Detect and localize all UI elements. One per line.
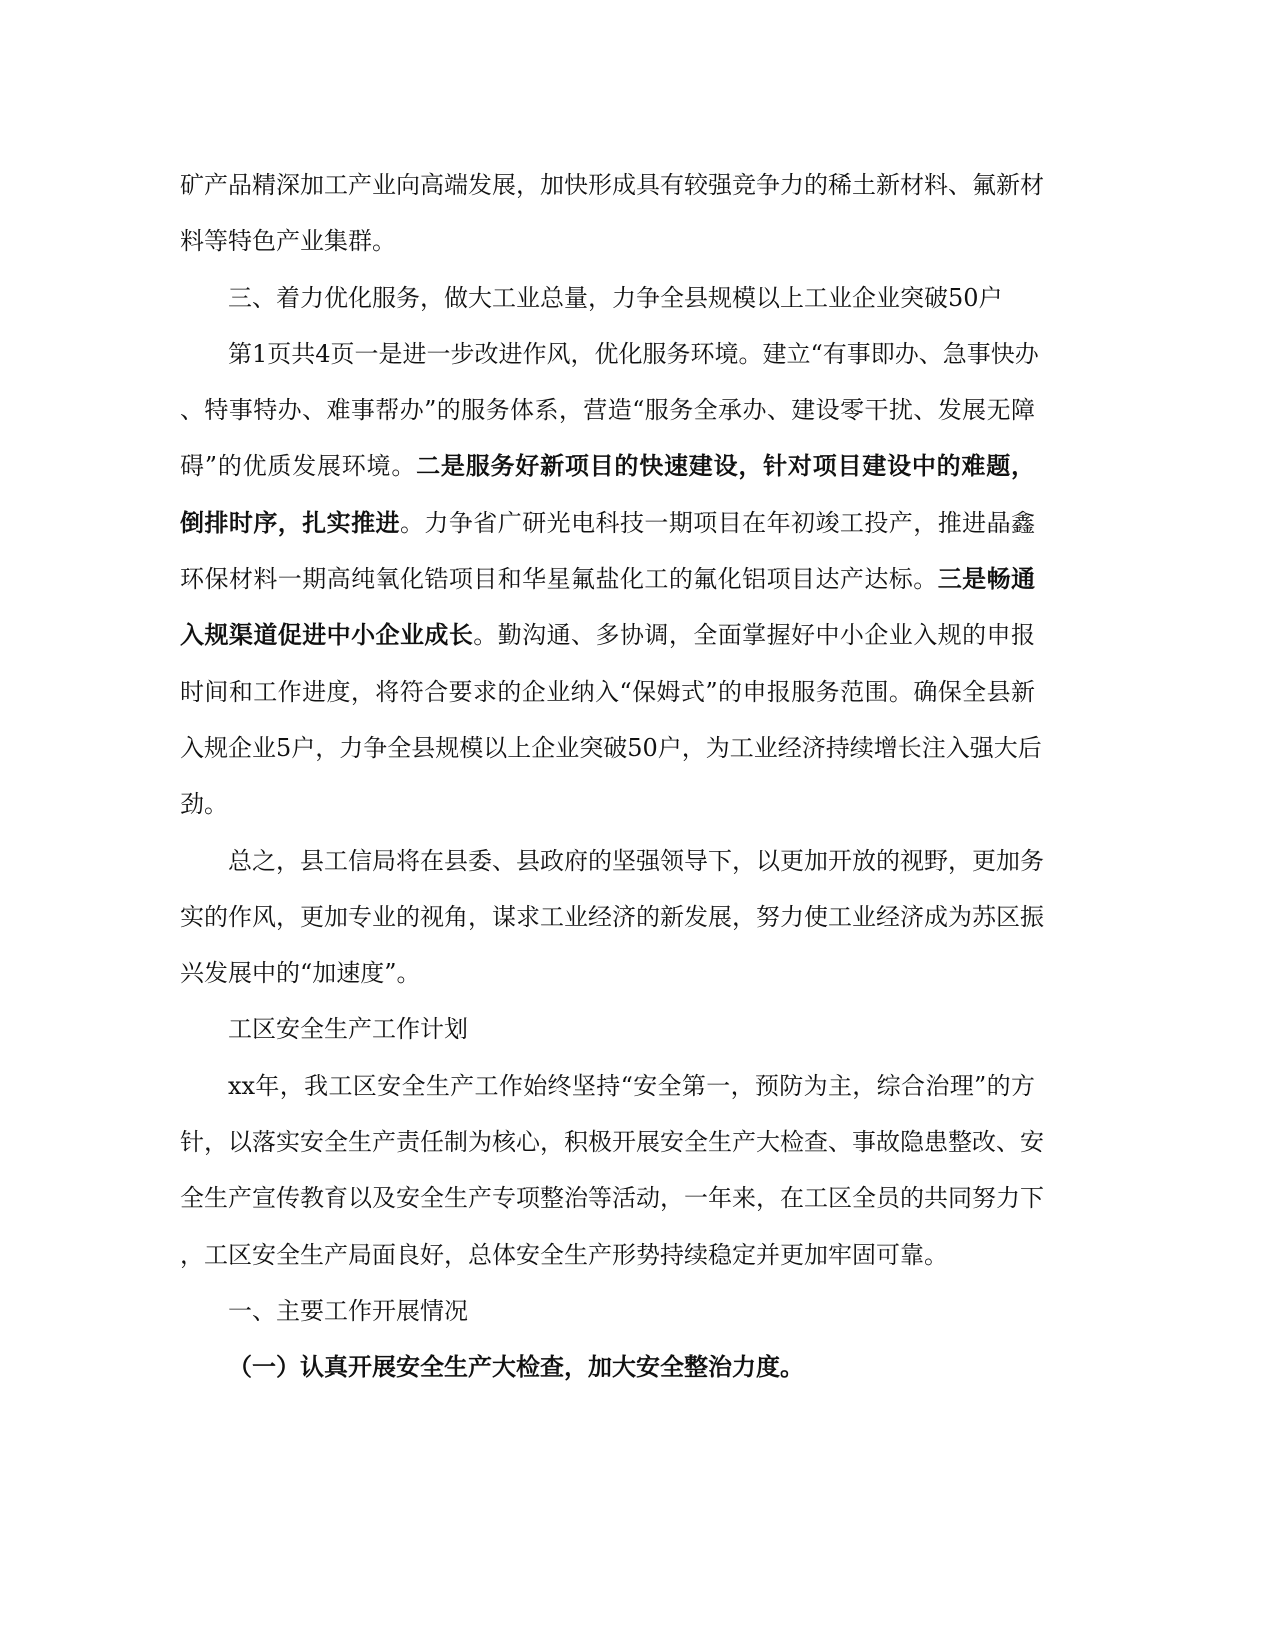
text-segment: 环保材料一期高纯氧化锆项目和华星氟盐化工的氟化铝项目达产达标。 <box>180 565 938 594</box>
text-segment: 三、着力优化服务，做大工业总量，力争全县规模以上工业企业突破50户 <box>228 283 1003 312</box>
text-line <box>180 551 1035 607</box>
text-line <box>180 889 1044 945</box>
text-segment: ，工区安全生产局面良好，总体安全生产形势持续稳定并更加牢固可靠。 <box>180 1240 948 1269</box>
text-line <box>180 776 1035 832</box>
text-line <box>180 833 1044 889</box>
text-line <box>180 664 1035 720</box>
bold-text-segment: 三是畅通 <box>937 564 1036 594</box>
text-line <box>180 438 1035 494</box>
bold-text-segment: （一）认真开展安全生产大检查，加大安全整治力度。 <box>228 1352 804 1382</box>
section-heading <box>180 270 1035 326</box>
text-segment: 。勤沟通、多协调，全面掌握好中小企业入规的申报 <box>473 621 1036 650</box>
text-segment: 工区安全生产工作计划 <box>228 1015 468 1044</box>
text-segment: 总之，县工信局将在县委、县政府的坚强领导下，以更加开放的视野，更加务 <box>228 846 1044 875</box>
text-segment: 兴发展中的“加速度”。 <box>180 959 421 988</box>
subsection-heading <box>180 1339 1035 1395</box>
text-segment: xx年，我工区安全生产工作始终坚持“安全第一，预防为主，综合治理”的方 <box>228 1071 1035 1100</box>
text-line <box>180 157 1044 213</box>
text-segment: 第1页共4页一是进一步改进作风，优化服务环境。建立“有事即办、急事快办 <box>228 339 1039 368</box>
bold-text-segment: 倒排时序，扎实推进 <box>180 507 400 537</box>
text-line <box>180 945 1035 1001</box>
text-line <box>180 1227 1035 1283</box>
text-segment: 针，以落实安全生产责任制为核心，积极开展安全生产大检查、事故隐患整改、安 <box>180 1128 1044 1157</box>
text-line <box>180 495 1035 551</box>
text-line <box>180 382 1035 438</box>
document-title <box>180 1001 1035 1057</box>
text-segment: 一、主要工作开展情况 <box>228 1296 468 1325</box>
text-segment: 、特事特办、难事帮办”的服务体系，营造“服务全承办、建设零干扰、发展无障 <box>180 396 1035 425</box>
text-segment: 料等特色产业集群。 <box>180 227 396 256</box>
text-segment: 矿产品精深加工产业向高端发展，加快形成具有较强竞争力的稀土新材料、氟新材 <box>180 171 1044 199</box>
text-line <box>180 1058 1035 1114</box>
text-segment: 实的作风，更加专业的视角，谋求工业经济的新发展，努力使工业经济成为苏区振 <box>180 902 1044 931</box>
bold-text-segment: 入规渠道促进中小企业成长 <box>180 620 474 650</box>
bold-text-segment: 二是服务好新项目的快速建设，针对项目建设中的难题， <box>416 451 1035 481</box>
text-segment: 时间和工作进度，将符合要求的企业纳入“保姆式”的申报服务范围。确保全县新 <box>180 677 1035 706</box>
text-segment: 碍”的优质发展环境。 <box>180 452 417 481</box>
text-line <box>180 720 1042 776</box>
section-heading <box>180 1283 1035 1339</box>
text-line <box>180 1170 1044 1226</box>
document-body <box>180 157 1044 1396</box>
text-line <box>180 213 1035 269</box>
text-segment: 入规企业5户，力争全县规模以上企业突破50户，为工业经济持续增长注入强大后 <box>180 733 1042 762</box>
text-line <box>180 607 1035 663</box>
text-line <box>180 1114 1044 1170</box>
text-segment: 全生产宣传教育以及安全生产专项整治等活动，一年来，在工区全员的共同努力下 <box>180 1184 1044 1213</box>
text-segment: 。力争省广研光电科技一期项目在年初竣工投产，推进晶鑫 <box>399 508 1036 537</box>
text-line <box>180 326 1039 382</box>
text-segment: 劲。 <box>180 790 228 819</box>
